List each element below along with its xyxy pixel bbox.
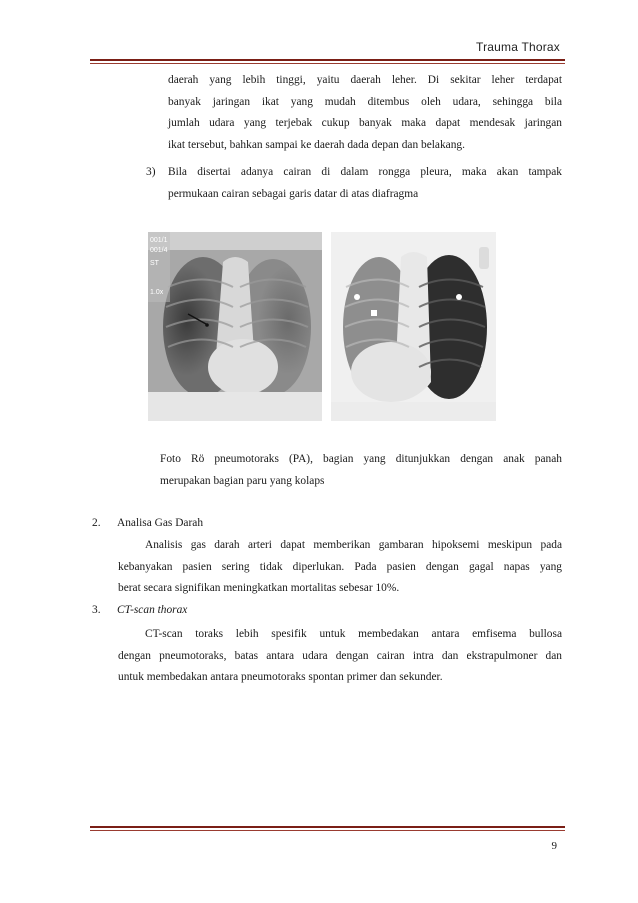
xray-overlay-text: 001/4 bbox=[150, 247, 168, 254]
list-marker: 3) bbox=[146, 166, 156, 178]
continued-paragraph bbox=[168, 70, 562, 156]
figure-caption bbox=[160, 449, 562, 492]
xray-overlay-text: ST bbox=[150, 260, 159, 267]
section-number: 3. bbox=[92, 604, 101, 616]
text-line: jumlah udara yang terjebak cukup banyak maka dapat mendesak jaringan bbox=[168, 117, 562, 129]
section-heading: CT-scan thorax bbox=[117, 604, 188, 616]
chest-xray-left-image bbox=[148, 232, 322, 421]
text-line: merupakan bagian paru yang kolaps bbox=[160, 474, 325, 487]
section-heading: Analisa Gas Darah bbox=[117, 517, 204, 529]
text-line: CT-scan toraks lebih spesifik untuk membedakan antara emfisema bullosa bbox=[145, 628, 562, 640]
text-line: daerah yang lebih tinggi, yaitu daerah leher. Di sekitar leher terdapat bbox=[168, 74, 562, 86]
text-line: Bila disertai adanya cairan di dalam rongga pleura, maka akan tampak bbox=[168, 166, 562, 178]
section-number: 2. bbox=[92, 517, 101, 529]
page-number: 9 bbox=[551, 840, 557, 852]
chest-xray-right-image bbox=[331, 232, 496, 421]
text-line: kebanyakan pasien sering tidak diperlukan. Pada pasien dengan gagal napas yang bbox=[118, 560, 562, 573]
text-line: banyak jaringan ikat yang mudah ditembus oleh udara, sehingga bila bbox=[168, 95, 562, 108]
text-line: berat secara signifikan meningkatkan mortalitas sebesar 10%. bbox=[118, 582, 400, 594]
section-paragraph bbox=[118, 535, 562, 600]
section-paragraph bbox=[118, 624, 562, 689]
text-line: untuk membedakan antara pneumotoraks spontan primer dan sekunder. bbox=[118, 671, 443, 683]
list-item-text bbox=[168, 162, 562, 205]
text-line: Analisis gas darah arteri dapat memberikan gambaran hipoksemi meskipun pada bbox=[145, 539, 562, 551]
header-rule bbox=[90, 59, 565, 64]
xray-overlay-text: 001/1 bbox=[150, 237, 168, 244]
xray-overlay-text: 1.0x bbox=[150, 289, 164, 296]
text-line: ikat tersebut, bahkan sampai ke daerah dada depan dan belakang. bbox=[168, 138, 465, 151]
text-line: Foto Rö pneumotoraks (PA), bagian yang ditunjukkan dengan anak panah bbox=[160, 453, 562, 465]
running-header: Trauma Thorax bbox=[476, 40, 560, 54]
text-line: permukaan cairan sebagai garis datar di atas diafragma bbox=[168, 187, 419, 200]
text-line: dengan pneumotoraks, batas antara udara dengan cairan intra dan ekstrapulmoner dan bbox=[118, 649, 562, 662]
footer-rule bbox=[90, 826, 565, 831]
